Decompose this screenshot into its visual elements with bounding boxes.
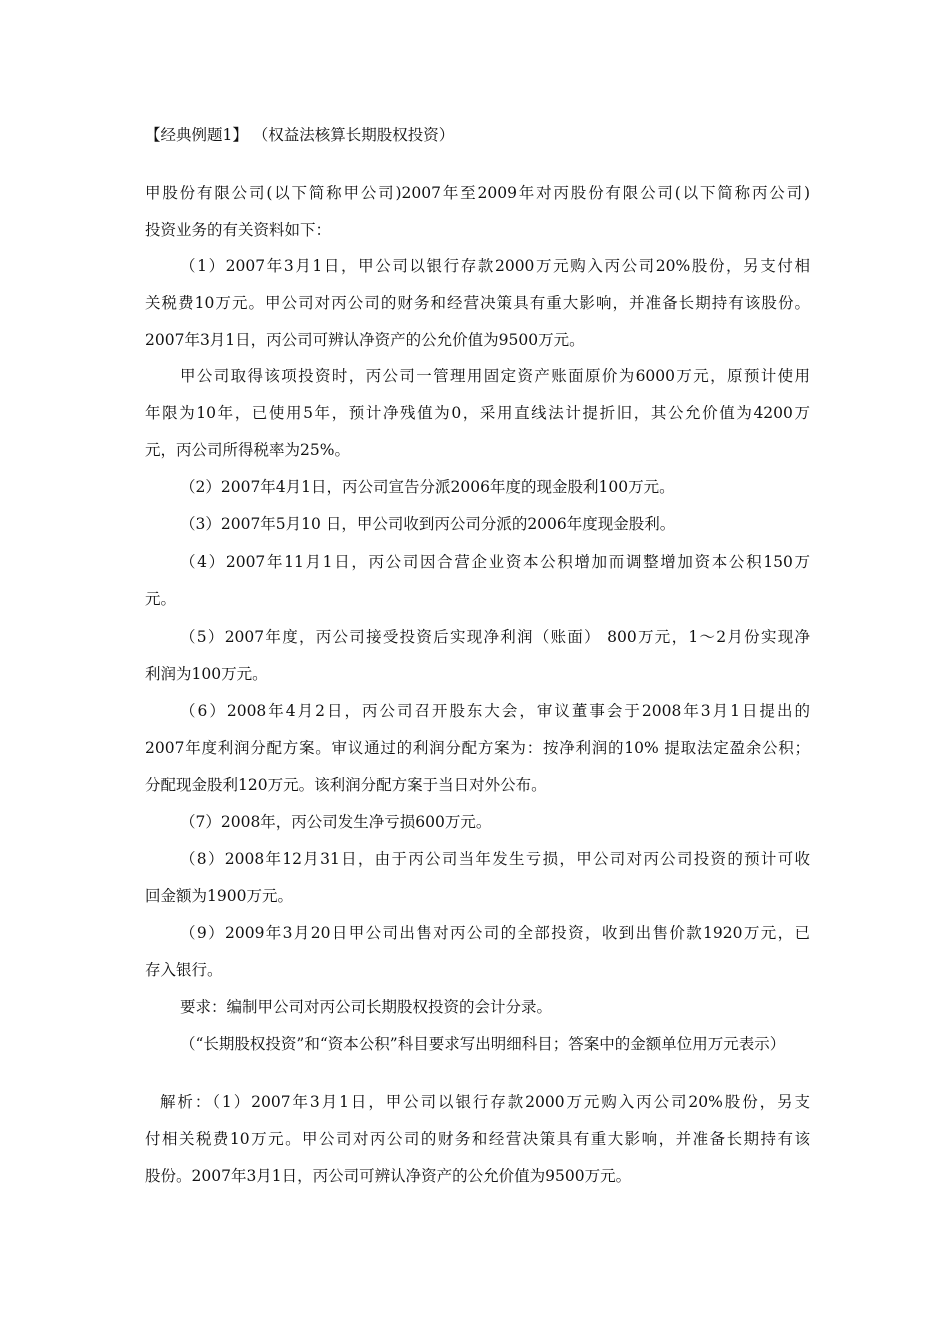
item4-line-1: （4）2007年11月1日，丙公司因合营企业资本公积增加而调整增加资本公积150万: [180, 553, 810, 571]
item1-line-2: 关税费10万元。甲公司对丙公司的财务和经营决策具有重大影响，并准备长期持有该股份。: [145, 294, 810, 312]
item5-line-2: 利润为100万元。: [145, 665, 268, 683]
item8-line-2: 回金额为1900万元。: [145, 887, 293, 905]
item9-line-2: 存入银行。: [145, 961, 223, 979]
item1-line-1: （1）2007年3月1日，甲公司以银行存款2000万元购入丙公司20%股份，另支付相: [180, 257, 810, 275]
item1-line-3: 2007年3月1日，丙公司可辨认净资产的公允价值为9500万元。: [145, 331, 585, 349]
intro-line-1: 甲股份有限公司(以下简称甲公司)2007年至2009年对丙股份有限公司(以下简称丙公司): [145, 184, 810, 202]
item6-line-3: 分配现金股利120万元。该利润分配方案于当日对外公布。: [145, 776, 547, 794]
item4-line-2: 元。: [145, 590, 177, 608]
item5-line-1: （5）2007年度，丙公司接受投资后实现净利润（账面） 800万元，1～2月份实现净: [180, 628, 810, 646]
item8-line-1: （8）2008年12月31日，由于丙公司当年发生亏损，甲公司对丙公司投资的预计可收: [180, 850, 810, 868]
item2-line: （2）2007年4月1日，丙公司宣告分派2006年度的现金股利100万元。: [180, 478, 675, 496]
note-line: （“长期股权投资”和“资本公积”科目要求写出明细科目；答案中的金额单位用万元表示）: [180, 1035, 786, 1053]
intro-line-2: 投资业务的有关资料如下：: [145, 221, 332, 239]
analysis-line-3: 股份。2007年3月1日，丙公司可辨认净资产的公允价值为9500万元。: [145, 1167, 632, 1185]
analysis-line-2: 付相关税费10万元。甲公司对丙公司的财务和经营决策具有重大影响，并准备长期持有该: [145, 1130, 810, 1148]
example-heading: 【经典例题1】 （权益法核算长期股权投资）: [145, 126, 455, 144]
item1-extra-line-1: 甲公司取得该项投资时，丙公司一管理用固定资产账面原价为6000万元，原预计使用: [180, 367, 810, 385]
item7-line: （7）2008年，丙公司发生净亏损600万元。: [180, 813, 492, 831]
analysis-line-1: 解析：（1）2007年3月1日，甲公司以银行存款2000万元购入丙公司20%股份，另支: [160, 1093, 810, 1111]
item1-extra-line-3: 元，丙公司所得税率为25%。: [145, 441, 350, 459]
item6-line-2: 2007年度利润分配方案。审议通过的利润分配方案为：按净利润的10% 提取法定盈余公积；: [145, 739, 810, 757]
requirement-line: 要求：编制甲公司对丙公司长期股权投资的会计分录。: [180, 998, 553, 1016]
item3-line: （3）2007年5月10 日，甲公司收到丙公司分派的2006年度现金股利。: [180, 515, 676, 533]
item9-line-1: （9）2009年3月20日甲公司出售对丙公司的全部投资，收到出售价款1920万元，已: [180, 924, 810, 942]
item1-extra-line-2: 年限为10年，已使用5年，预计净残值为0，采用直线法计提折旧，其公允价值为4200万: [145, 404, 810, 422]
item6-line-1: （6）2008年4月2日，丙公司召开股东大会，审议董事会于2008年3月1日提出的: [180, 702, 810, 720]
